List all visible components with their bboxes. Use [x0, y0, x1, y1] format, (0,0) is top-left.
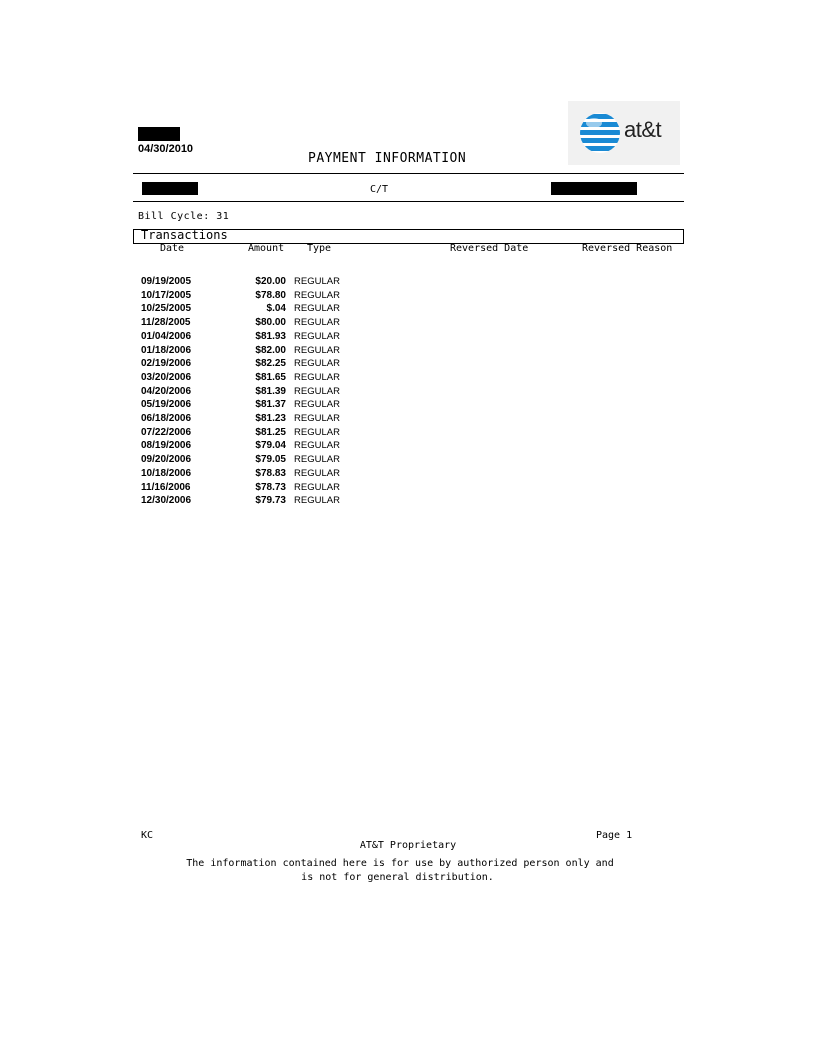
section-title: Transactions	[141, 228, 228, 242]
transaction-date: 11/16/2006	[141, 481, 191, 493]
transaction-date: 09/19/2005	[141, 276, 192, 287]
transaction-type: REGULAR	[294, 426, 340, 438]
transaction-type: REGULAR	[294, 454, 340, 466]
transaction-type: REGULAR	[294, 371, 340, 383]
notice-line-2: is not for general distribution.	[301, 872, 494, 883]
table-row	[0, 427, 816, 441]
transaction-type: REGULAR	[294, 317, 340, 329]
footer-initials: KC	[141, 830, 154, 841]
transaction-amount: $80.00	[255, 317, 286, 329]
transaction-amount: $78.73	[255, 481, 286, 493]
page-number: Page 1	[596, 830, 633, 841]
col-header-type: Type	[307, 243, 332, 254]
account-type: C/T	[370, 184, 389, 195]
table-row	[0, 303, 816, 317]
transaction-date: 03/20/2006	[141, 371, 192, 383]
table-row	[0, 358, 816, 372]
transaction-amount: $79.04	[255, 440, 286, 452]
table-row	[0, 413, 816, 427]
transaction-amount: $79.73	[255, 495, 286, 507]
logo-wordmark: at&t	[624, 117, 662, 142]
transaction-date: 06/18/2006	[141, 413, 192, 424]
transaction-date: 02/19/2006	[141, 358, 192, 370]
table-row	[0, 276, 816, 290]
report-date: 04/30/2010	[138, 143, 194, 155]
redacted-account-right	[551, 182, 637, 195]
transaction-type: REGULAR	[294, 303, 340, 315]
transaction-type: REGULAR	[294, 399, 340, 411]
transaction-type: REGULAR	[294, 495, 340, 507]
transaction-date: 05/19/2006	[141, 399, 192, 411]
att-logo	[568, 101, 680, 165]
transaction-type: REGULAR	[294, 467, 340, 479]
table-row	[0, 331, 816, 345]
transaction-amount: $81.37	[255, 399, 286, 411]
transaction-amount: $81.93	[255, 330, 286, 342]
transaction-date: 08/19/2006	[141, 440, 192, 452]
table-row	[0, 399, 816, 413]
notice-line-1: The information contained here is for use by authorized person only and	[186, 858, 614, 869]
table-row	[0, 468, 816, 482]
redacted-name-top	[138, 127, 180, 141]
divider-bottom	[133, 201, 684, 202]
table-row	[0, 317, 816, 331]
transaction-date: 01/04/2006	[141, 330, 192, 342]
transaction-amount: $82.00	[255, 344, 286, 356]
table-row	[0, 495, 816, 509]
transaction-date: 04/20/2006	[141, 385, 192, 397]
table-row	[0, 290, 816, 304]
proprietary-label: AT&T Proprietary	[359, 840, 457, 851]
transaction-amount: $81.65	[255, 371, 286, 383]
transaction-amount: $81.39	[255, 385, 286, 397]
table-row	[0, 454, 816, 468]
att-globe-icon	[578, 111, 622, 155]
transaction-amount: $78.83	[255, 467, 286, 479]
transaction-amount: $78.80	[255, 289, 286, 301]
transaction-type: REGULAR	[294, 481, 340, 493]
transaction-date: 10/18/2006	[141, 467, 192, 479]
transaction-type: REGULAR	[294, 330, 340, 342]
transaction-amount: $81.23	[255, 413, 286, 424]
transaction-amount: $79.05	[255, 454, 286, 466]
table-row	[0, 440, 816, 454]
transaction-type: REGULAR	[294, 344, 340, 356]
col-header-reversed-date: Reversed Date	[450, 243, 529, 254]
transaction-date: 10/17/2005	[141, 289, 192, 301]
transaction-date: 11/28/2005	[141, 317, 191, 329]
col-header-reversed-reason: Reversed Reason	[582, 243, 673, 254]
transaction-type: REGULAR	[294, 440, 340, 452]
page-title: PAYMENT INFORMATION	[308, 151, 467, 166]
col-header-date: Date	[160, 243, 185, 254]
table-row	[0, 386, 816, 400]
transaction-amount: $20.00	[255, 276, 286, 287]
divider-top	[133, 173, 684, 174]
transaction-date: 07/22/2006	[141, 426, 192, 438]
transaction-type: REGULAR	[294, 413, 340, 424]
transaction-date: 12/30/2006	[141, 495, 192, 507]
bill-cycle: Bill Cycle: 31	[138, 211, 230, 222]
transaction-amount: $81.25	[255, 426, 286, 438]
col-header-amount: Amount	[248, 243, 285, 254]
transaction-type: REGULAR	[294, 385, 340, 397]
transaction-type: REGULAR	[294, 289, 340, 301]
transaction-amount: $.04	[266, 303, 286, 315]
table-row	[0, 345, 816, 359]
transaction-type: REGULAR	[294, 276, 340, 287]
transaction-date: 09/20/2006	[141, 454, 192, 466]
table-row	[0, 372, 816, 386]
table-row	[0, 482, 816, 496]
transaction-type: REGULAR	[294, 358, 340, 370]
transaction-amount: $82.25	[255, 358, 286, 370]
redacted-account-left	[142, 182, 198, 195]
transaction-date: 01/18/2006	[141, 344, 192, 356]
transaction-date: 10/25/2005	[141, 303, 192, 315]
